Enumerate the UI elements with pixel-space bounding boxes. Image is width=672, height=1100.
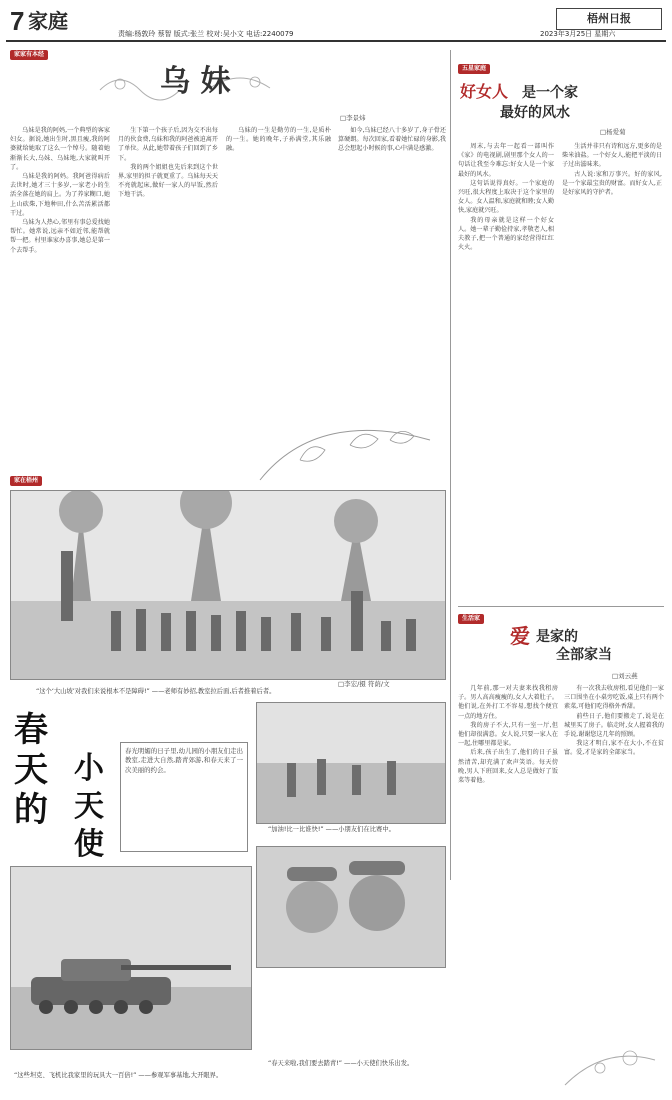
article1-col3 (226, 126, 331, 406)
article3-author: □李宏/摄 符荫/文 (338, 680, 390, 688)
race-photo (256, 702, 446, 824)
article4-p6: 我这才明白,家不在大小,不在贫富。爱,才是家的全部家当。 (564, 740, 664, 757)
article1-title: 乌 妹 (160, 64, 231, 99)
article1-col4 (338, 126, 446, 386)
article3-intro: 春光明媚的日子里,幼儿园的小朋友们走出教室,走进大自然,踏青郊游,和春天来了一次美丽的约会。 (125, 747, 243, 774)
article4-author: □刘云燕 (612, 672, 638, 680)
article1-title-block (90, 60, 290, 106)
photo-caption-3: “这些坦克、飞机比我家里的玩具大一百倍!” ——参观军事基地,大开眼界。 (14, 1072, 223, 1079)
article2-title-c: 最好的风水 (500, 105, 570, 121)
article4-title-a: 爱 (510, 624, 530, 648)
newspaper-logo: 梧州日报 (556, 8, 662, 30)
column-divider (450, 50, 451, 880)
article2-p2: 这句话说得真好。一个家庭的兴旺,很大程度上取决于这个家里的女人。女人温和,家庭就和睦;女人勤快,家庭就兴旺。 (458, 179, 554, 215)
article2-author: □杨爱菊 (600, 128, 626, 136)
photo-caption-1: “这个‘大山坡’对我们来说根本不是障碍!” ——老师有妙招,教室拉后面,后者推着后者。 (36, 688, 276, 695)
article2-title-b: 是一个家 (522, 85, 578, 101)
editors-line: 责编:杨敦玲 蔡智 版式:张兰 校对:吴小文 电话:2240079 (118, 30, 294, 38)
article2-p3: 我的母亲就是这样一个好女人。她一辈子勤俭持家,孝敬老人,相夫教子,把一个普通的家经营得红红火火。 (458, 216, 554, 252)
kindergarten-outing-photo (10, 490, 446, 680)
corner-flower-illustration (560, 1040, 660, 1090)
article1-p2: 乌妹是我的阿妈。我阿爸得病后去世时,她才三十多岁,一家老小的生活全落在她的肩上。为了养家糊口,她上山砍柴,下地种田,什么苦活累活都干过。 (10, 173, 110, 217)
article4-p5: 前些日子,他们要搬走了,说是在城里买了房子。临走时,女人握着我的手说,谢谢您这几年的照顾。 (564, 712, 664, 739)
tank-exhibit-photo (10, 866, 252, 1050)
article4-p1: 几年前,那一对夫妻来找我租房子。男人高高瘦瘦的,女人大着肚子。他们说,在外打工不容易,想找个便宜一点的地方住。 (458, 685, 558, 720)
article2-col1 (458, 142, 554, 600)
article1-col2 (118, 126, 218, 456)
tank-icon (11, 867, 251, 1049)
article3-title-a: 春天的 (14, 710, 48, 830)
article4-title-b: 是家的 (536, 629, 578, 645)
page-header (0, 0, 672, 40)
ink-leaf-illustration (240, 410, 440, 490)
children-closeup-photo (256, 846, 446, 968)
photo-scene-icon (11, 491, 445, 679)
children-faces-icon (257, 847, 445, 967)
article4-p4: 有一次我去收房租,看见他们一家三口围坐在小桌旁吃饭,桌上只有两个素菜,可他们吃得格外香甜。 (564, 685, 664, 711)
header-rule (6, 40, 666, 42)
article4-tag: 生活家 (458, 614, 484, 624)
article2-p4: 生活并非只有诗和远方,更多的是柴米油盐。一个好女人,能把平淡的日子过出滋味来。 (562, 143, 662, 169)
article1-p3: 乌妹为人热心,邻里有事总爱找她帮忙。她常说,远亲不如近邻,能帮就帮一把。村里谁家办喜事,她总是第一个去帮手。 (10, 219, 110, 254)
children-race-icon (257, 703, 445, 823)
article3-intro-box (120, 742, 248, 852)
article1-col1 (10, 126, 110, 456)
article2-title-a: 好女人 (460, 82, 509, 101)
article2-tag: 五星家庭 (458, 64, 490, 74)
article1-p5: 我的两个姐姐也先后来到这个世界,家里的担子就更重了。乌妹每天天不亮就起床,做好一家人的早饭,然后下地干活。 (118, 163, 218, 199)
article2-p5: 古人说:家和万事兴。好的家风,是一个家最宝贵的财富。而好女人,正是好家风的守护者。 (562, 170, 662, 197)
article1-author: □李景炜 (340, 114, 366, 122)
article4-col2 (564, 684, 664, 1084)
article1-p4: 生下第一个孩子后,因为交不出每月的伙食费,乌妹和我的阿爸被迫离开了单位。从此,她带着孩子们回到了乡下。 (118, 127, 218, 162)
photo-caption-2: “加油!比一比谁快!” ——小朋友们在比赛中。 (268, 826, 395, 833)
article1-p1: 乌妹是我的阿妈,一个典型的客家妇女。据说,她出生时,黑且瘦,我的阿婆就给她取了这么一个绰号。随着她渐渐长大,乌妹、乌妹地,大家就叫开了。 (10, 127, 110, 171)
leaf-decoration-icon (240, 410, 440, 490)
article4-title-c: 全部家当 (556, 647, 612, 663)
article1-tag: 家家有本经 (10, 50, 48, 60)
article4-p2: 我的房子不大,只有一室一厅,但他们却很满意。女人说,只要一家人在一起,住哪里都是家。 (458, 721, 558, 748)
page-number: 7 (10, 6, 25, 36)
article1-p7: 如今,乌妹已经八十多岁了,身子骨还算硬朗。每次回家,看着她忙碌的身影,我总会想起小时候的事,心中满是感激。 (338, 127, 446, 153)
section-title: 家庭 (28, 9, 68, 33)
article4-col1 (458, 684, 558, 1084)
article2-col2 (562, 142, 662, 600)
photo-caption-4: “春天来啦,我们要去踏青!” ——小天使们快乐出发。 (268, 1060, 414, 1067)
article3-title-b: 小天使 (74, 751, 104, 862)
issue-date: 2023年3月25日 星期六 (540, 30, 616, 38)
flower-decoration-icon (560, 1040, 660, 1090)
article1-p6: 乌妹的一生是勤劳的一生,是质朴的一生。她的晚年,子孙满堂,其乐融融。 (226, 127, 331, 153)
article-divider (458, 606, 664, 607)
article2-p1: 周末,与去年一起看一部叫作《家》的电视剧,剧里那个女人的一句话让我至今难忘:好女人是一个家最好的风水。 (458, 143, 554, 178)
article3-tag: 家在梧州 (10, 476, 42, 486)
article4-p3: 后来,孩子出生了,他们的日子虽然清苦,却充满了欢声笑语。每天傍晚,男人下班回来,女人总是做好了饭菜等着他。 (458, 749, 558, 785)
